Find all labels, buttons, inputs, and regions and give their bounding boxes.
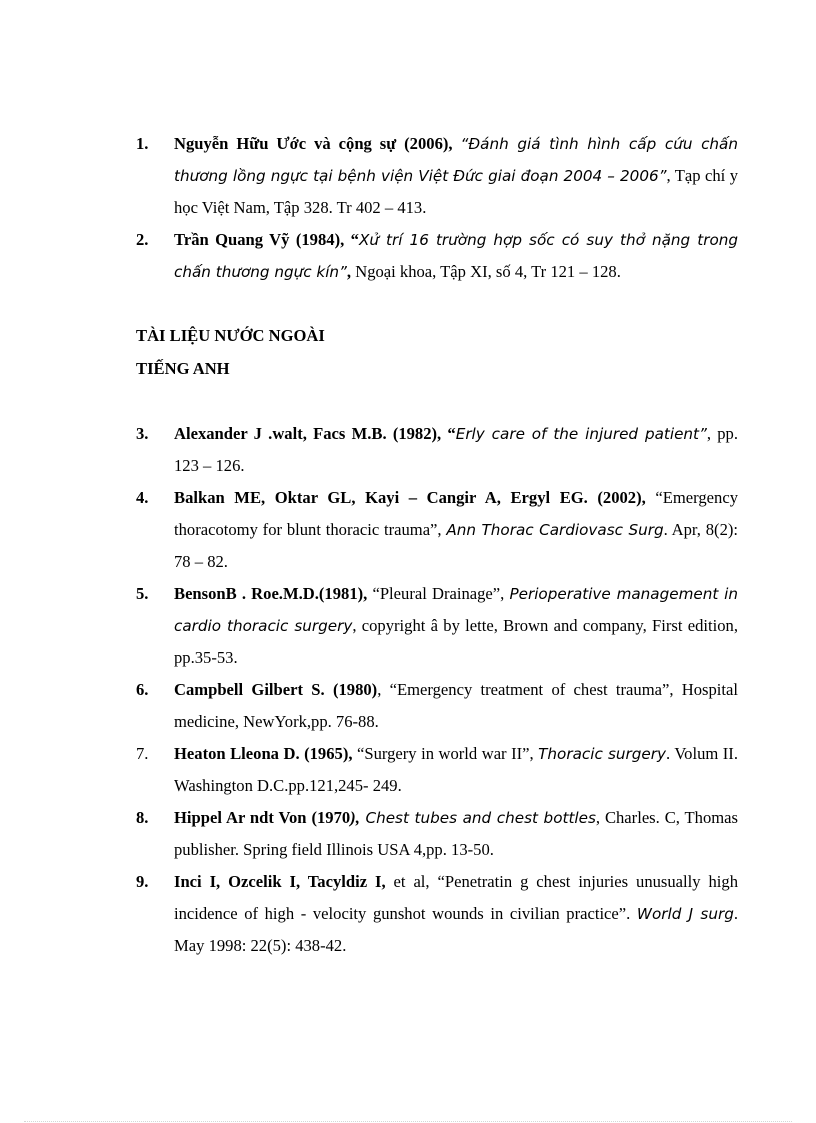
reference-authors: Balkan ME, Oktar GL, Kayi – Cangir A, Ergyl EG. (2002), xyxy=(174,488,646,507)
page-bottom-divider xyxy=(24,1121,792,1122)
reference-number: 3. xyxy=(136,424,149,443)
section-heading-foreign: TÀI LIỆU NƯỚC NGOÀI xyxy=(136,326,325,345)
reference-title: Thoracic surgery xyxy=(538,745,666,763)
reference-details: . May 1998: 22(5): 438-42. xyxy=(174,904,738,955)
reference-title: Xử trí 16 trường hợp sốc có suy thở nặng trong chấn thương ngực kín” xyxy=(174,231,738,281)
reference-details: , “Emergency treatment of chest trauma”, Hospital medicine, NewYork,pp. 76-88. xyxy=(174,680,738,731)
reference-item xyxy=(136,802,738,866)
section-heading-english: TIẾNG ANH xyxy=(136,359,230,378)
reference-number: 6. xyxy=(136,680,149,699)
reference-number: 1. xyxy=(136,134,149,153)
reference-item xyxy=(136,866,738,962)
reference-title: “Đánh giá tình hình cấp cứu chấn thương lồng ngực tại bệnh viện Việt Đức giai đoạn 2004 – 2006” xyxy=(174,135,738,185)
reference-item xyxy=(136,482,738,578)
reference-authors: Inci I, Ozcelik I, Tacyldiz I, xyxy=(174,872,386,891)
reference-details: , Tạp chí y học Việt Nam, Tập 328. Tr 402 – 413. xyxy=(174,166,738,217)
reference-authors: Nguyễn Hữu Ước và cộng sự (2006) xyxy=(174,134,449,153)
reference-title: Erly care of the injured patient” xyxy=(455,425,707,443)
reference-details: . Volum II. Washington D.C.pp.121,245- 249. xyxy=(174,744,738,795)
reference-details: , pp. 123 – 126. xyxy=(174,424,738,475)
reference-title: World J surg xyxy=(636,905,734,923)
reference-item xyxy=(136,674,738,738)
reference-details: Ngoại khoa, Tập XI, số 4, Tr 121 – 128. xyxy=(351,262,621,281)
reference-details: , Charles. C, Thomas publisher. Spring field Illinois USA 4,pp. 13-50. xyxy=(174,808,739,859)
reference-title: Perioperative management in cardio thoracic surgery xyxy=(174,585,738,635)
reference-title: Chest tubes and chest bottles xyxy=(359,809,596,827)
reference-authors: Trần Quang Vỹ (1984), “ xyxy=(174,230,359,249)
reference-authors: Campbell Gilbert S. (1980) xyxy=(174,680,378,699)
reference-item xyxy=(136,128,738,224)
reference-item xyxy=(136,578,738,674)
reference-text: “Emergency thoracotomy for blunt thoracic trauma”, xyxy=(174,488,738,539)
reference-number: 4. xyxy=(136,488,149,507)
reference-number: 8. xyxy=(136,808,149,827)
reference-text: et al, “Penetratin g chest injuries unusually high incidence of high - velocity gunshot wounds in civilian practice”. xyxy=(174,872,738,923)
reference-authors-tail: ), xyxy=(350,808,360,827)
reference-list-english xyxy=(136,418,738,962)
reference-number: 2. xyxy=(136,230,149,249)
reference-details: . Apr, 8(2): 78 – 82. xyxy=(174,520,739,571)
reference-authors: Alexander J .walt, Facs M.B. (1982), “ xyxy=(174,424,456,443)
reference-item xyxy=(136,738,738,802)
reference-item xyxy=(136,418,738,482)
reference-authors: Heaton Lleona D. (1965), xyxy=(174,744,353,763)
reference-authors: BensonB . Roe.M.D.(1981), xyxy=(174,584,368,603)
reference-title: Ann Thorac Cardiovasc Surg xyxy=(446,521,664,539)
reference-text: “Surgery in world war II”, xyxy=(352,744,539,763)
reference-authors: Hippel Ar ndt Von (1970 xyxy=(174,808,351,827)
reference-separator: , xyxy=(448,134,461,153)
reference-text: “Pleural Drainage”, xyxy=(367,584,510,603)
reference-number: 5. xyxy=(136,584,149,603)
reference-number: 7. xyxy=(136,744,149,763)
reference-list-vietnamese xyxy=(136,128,738,288)
reference-number: 9. xyxy=(136,872,149,891)
reference-separator: , xyxy=(346,262,352,281)
reference-item xyxy=(136,224,738,288)
reference-details: , copyright â by lette, Brown and company, First edition, pp.35-53. xyxy=(174,616,738,667)
